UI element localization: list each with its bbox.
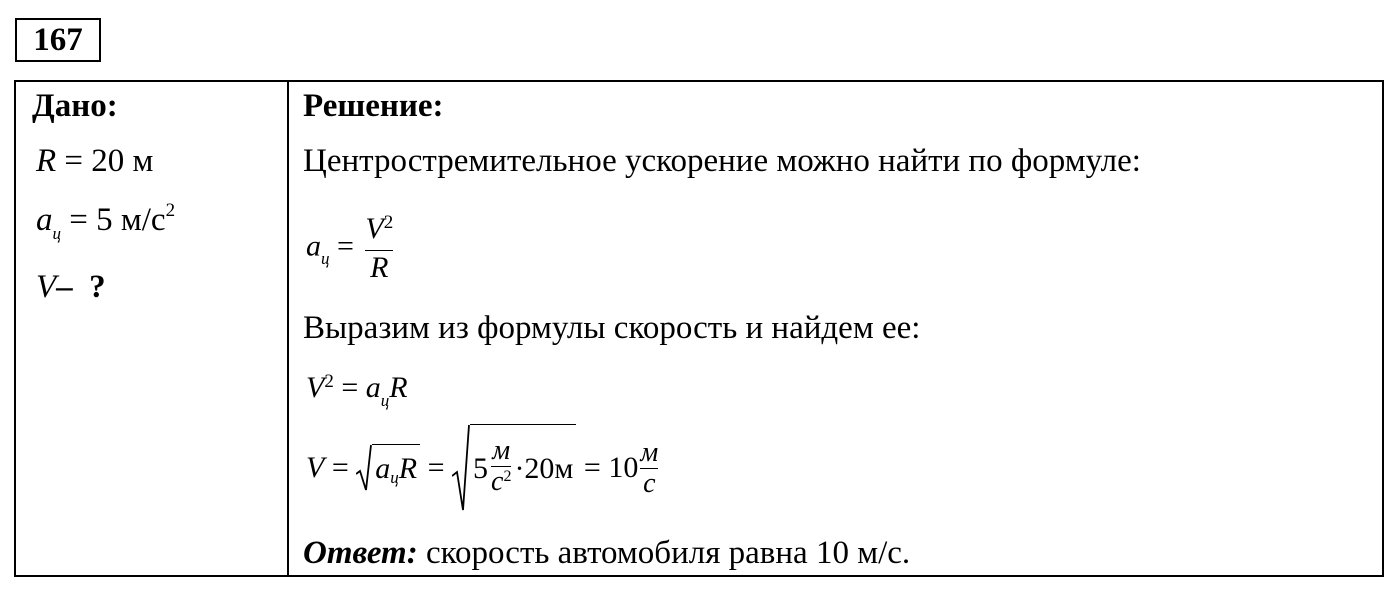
formula-centripetal: $a_ц$ = $\frac{V^2}{R}$ — [306, 212, 394, 284]
solution-line-1: Центростремительное ускорение можно найти по формуле: — [303, 143, 1141, 179]
solution-header: Решение: — [303, 88, 444, 124]
solution-line-2: Выразим из формулы скорость и найдем ее: — [303, 310, 921, 346]
column-divider — [287, 80, 289, 577]
problem-number: 167 — [15, 18, 101, 62]
given-acceleration: $a_ц = 5$ $м/с^2$ — [36, 200, 176, 243]
given-radius: R = 20 м — [36, 143, 154, 179]
given-unknown: V– ? — [36, 269, 106, 305]
given-header: Дано: — [32, 88, 118, 124]
formula-velocity: V = a ц R = 5 м $с^2$ ·20м = 10 м с — [306, 422, 661, 514]
sqrt-sign: a ц R — [356, 444, 420, 492]
formula-v-squared: $V^2 = a_цR$ — [306, 371, 408, 410]
sqrt-sign-large: 5 м $с^2$ ·20м — [452, 424, 576, 512]
answer-line: Ответ: скорость автомобиля равна 10 м/с. — [303, 535, 911, 571]
